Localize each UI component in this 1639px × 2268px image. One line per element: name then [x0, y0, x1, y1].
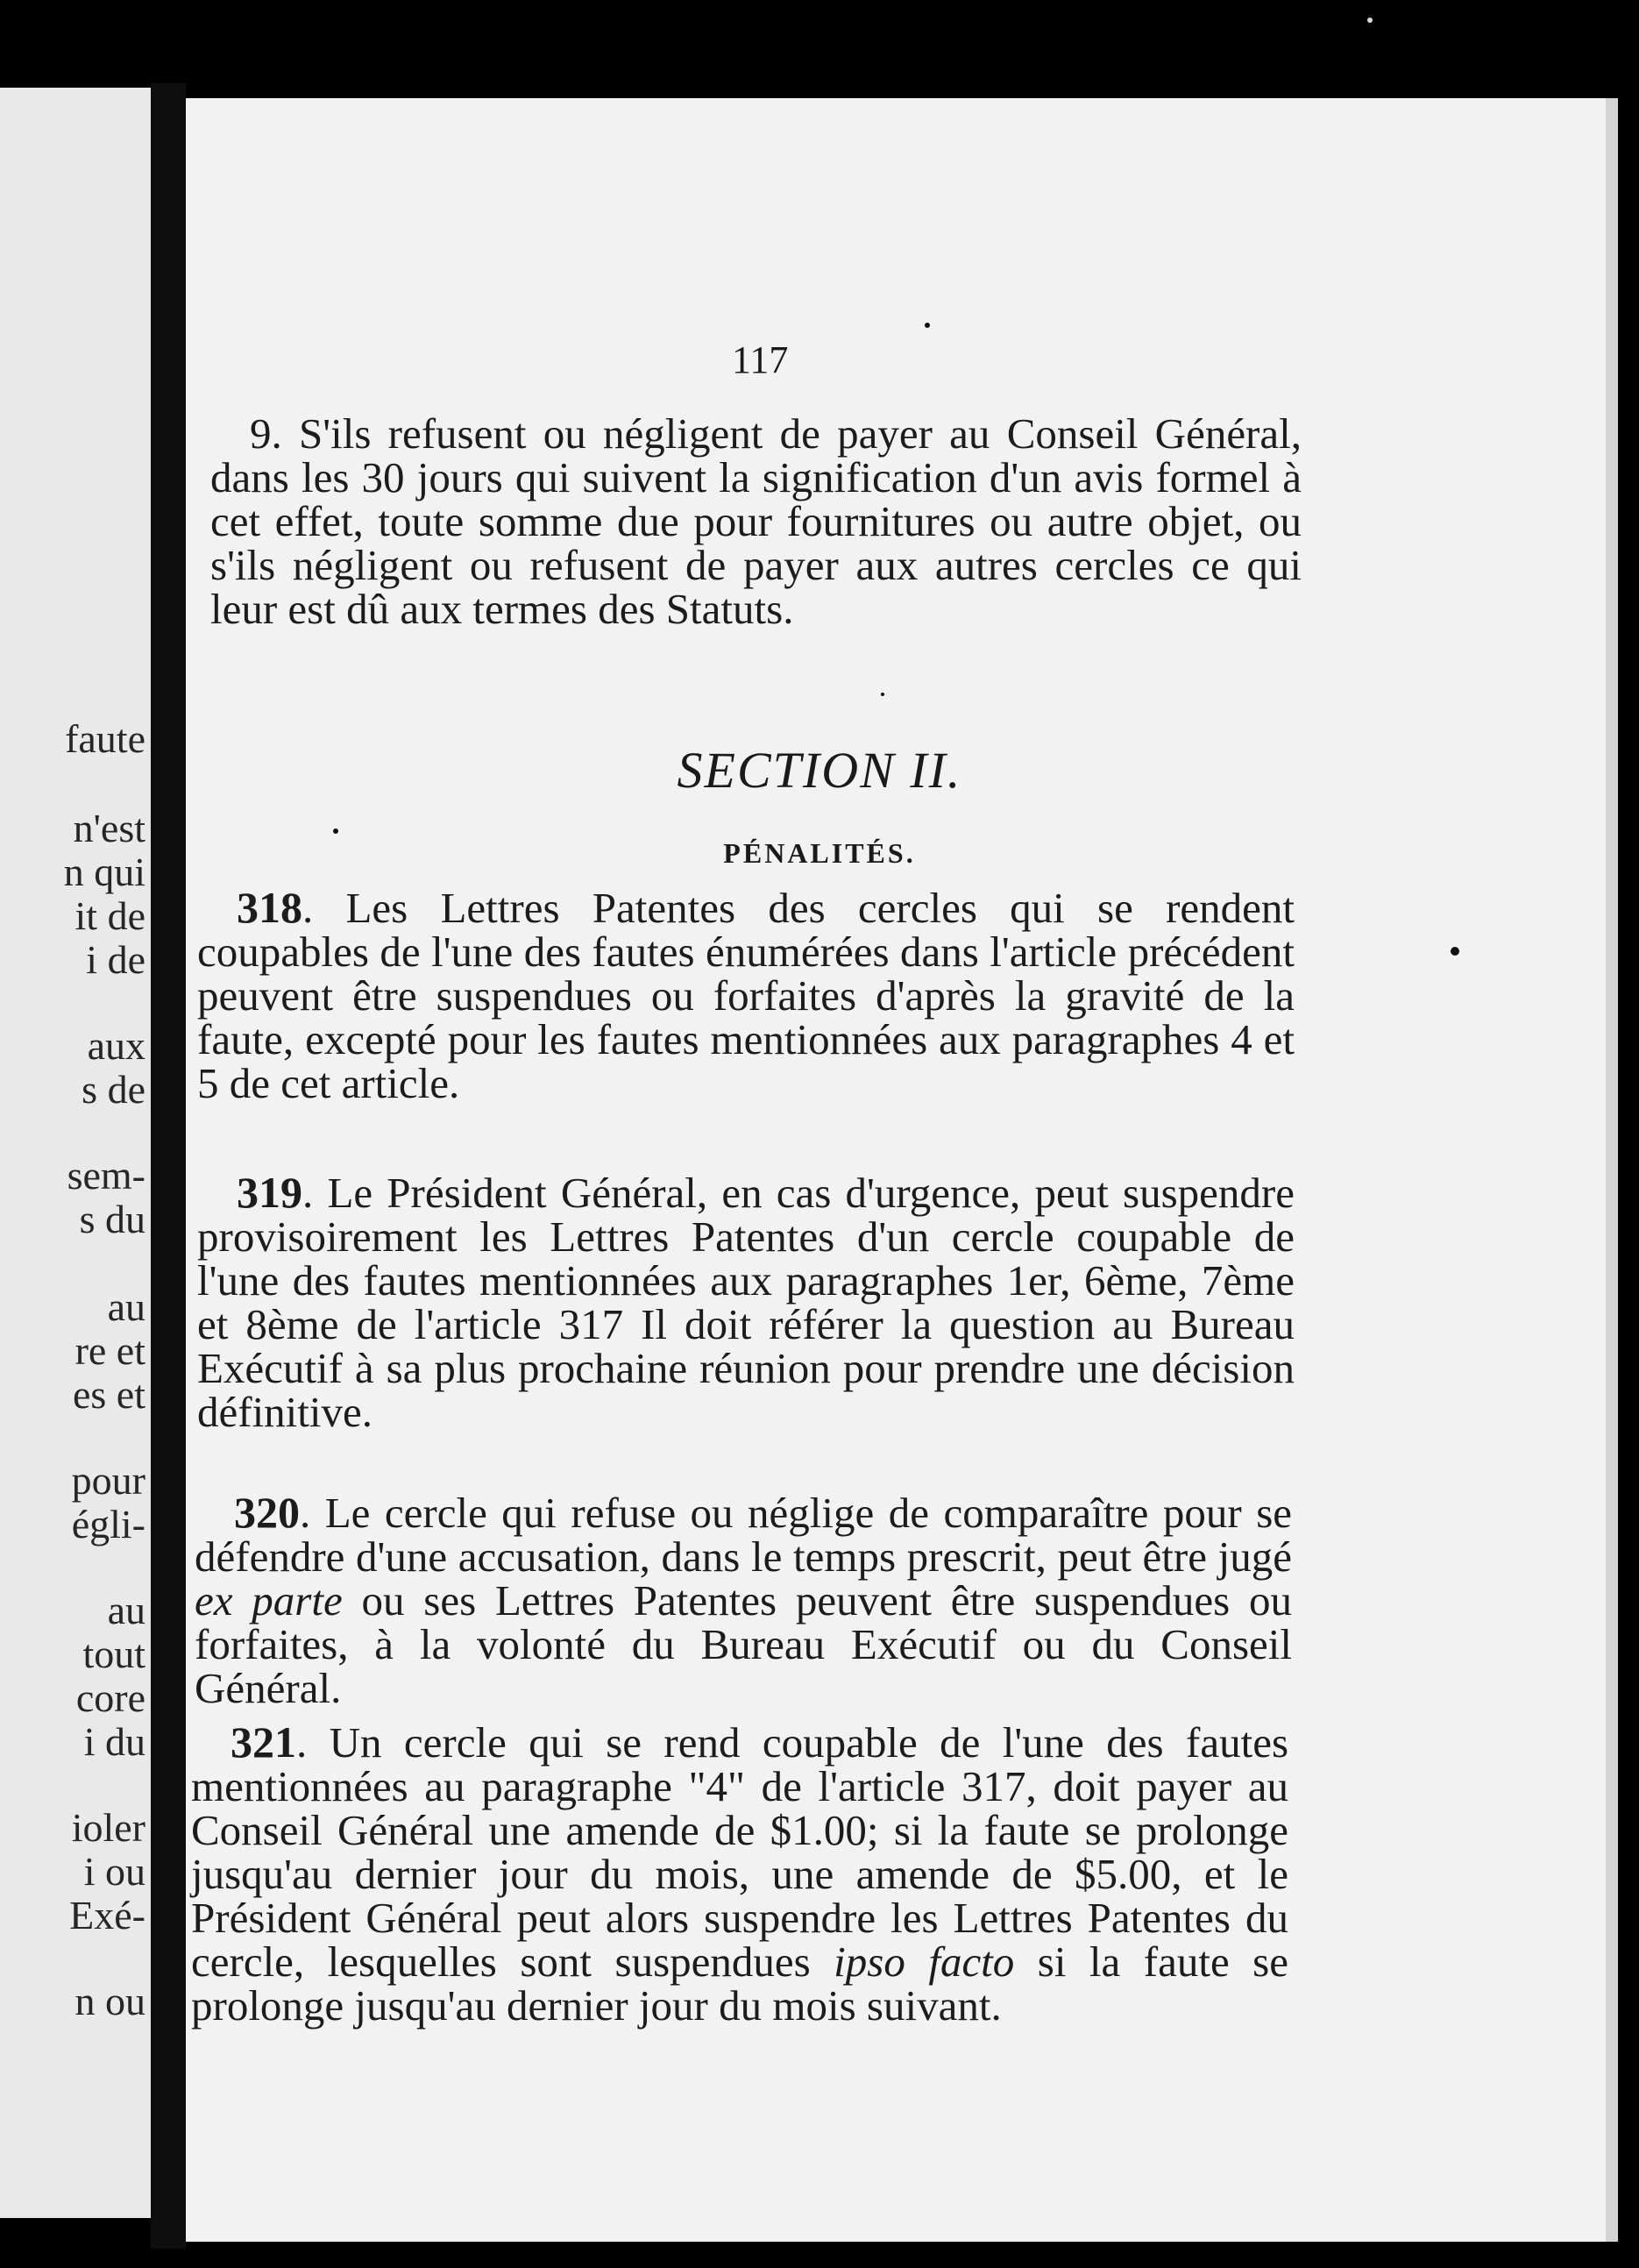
- left-page-line: re et: [74, 1328, 145, 1373]
- scan-speck: [881, 693, 884, 696]
- left-page-line: ioler: [71, 1805, 145, 1850]
- article-text: Les Lettres Patentes des cercles qui se rendent coupables de l'une des fautes énumérées dans l'article précédent peuvent être suspendues ou forfaites d'après la gravité de la faute, excepté pour les fautes mentionnées aux paragraphes 4 et 5 de cet article.: [197, 884, 1295, 1107]
- article-number: 318: [237, 883, 302, 932]
- book-binding-gutter: [151, 83, 186, 2249]
- article-318: 318. Les Lettres Patentes des cercles qui se rendent coupables de l'une des fautes énumérées dans l'article précédent peuvent être suspendues ou forfaites d'après la gravité de la faute, excepté pour les fautes mentionnées aux paragraphes 4 et 5 de cet article.: [197, 883, 1295, 1107]
- scan-speck: [333, 828, 338, 834]
- left-page-line: i ou: [83, 1849, 145, 1894]
- left-page-line: s de: [82, 1067, 145, 1112]
- article-text-part: Le cercle qui refuse ou néglige de comparaître pour se défendre d'une accusation, dans le temps prescrit, peut être jugé: [195, 1489, 1293, 1581]
- article-italic-term: ipso facto: [834, 1937, 1015, 1986]
- section-subtitle: PÉNALITÉS.: [723, 837, 916, 869]
- left-page-line: Exé-: [69, 1893, 145, 1937]
- left-page-line: au: [107, 1588, 145, 1632]
- left-page-line: n qui: [63, 850, 145, 894]
- left-page-line: aux: [87, 1023, 145, 1068]
- article-319: 319. Le Président Général, en cas d'urgence, peut suspendre provisoirement les Lettres Patentes d'un cercle coupable de l'une des fautes mentionnées aux paragraphes 1er, 6ème, 7ème et 8ème de l'article 317 Il doit référer la question au Bureau Exécutif à sa plus prochaine réunion pour prendre une décision définitive.: [197, 1168, 1295, 1436]
- article-320: 320. Le cercle qui refuse ou néglige de comparaître pour se défendre d'une accusation, dans le temps prescrit, peut être jugé ex parte ou ses Lettres Patentes peuvent être suspendues ou forfaites, à la volonté du Bureau Exécutif ou du Conseil Général.: [195, 1488, 1293, 1712]
- left-page-line: it de: [74, 893, 145, 938]
- left-page-line: faute: [65, 716, 145, 761]
- paragraph-item-9: [210, 409, 1302, 633]
- scan-speck: [1451, 947, 1459, 956]
- article-number: 320: [234, 1488, 300, 1537]
- article-number: 321: [231, 1717, 296, 1767]
- left-page-line: es et: [72, 1372, 145, 1417]
- left-page-line: pour: [71, 1458, 145, 1503]
- left-page-line: i de: [86, 937, 145, 982]
- left-page-line: sem-: [67, 1153, 145, 1198]
- scan-speck: [1367, 18, 1373, 23]
- left-page-line: s du: [79, 1197, 145, 1241]
- left-page-line: égli-: [71, 1502, 145, 1546]
- article-number: 319: [237, 1168, 302, 1217]
- section-title: SECTION II.: [677, 742, 962, 799]
- article-text-part: si la faute se prolonge jusqu'au dernier jour du mois suivant.: [191, 1937, 1288, 2030]
- left-page-line: au: [107, 1284, 145, 1329]
- article-321: 321. Un cercle qui se rend coupable de l'une des fautes mentionnées au paragraphe "4" de l'article 317, doit payer au Conseil Général une amende de $1.00; si la faute se prolonge jusqu'au dernier jour du mois, une amende de $5.00, et le Président Général peut alors suspendre les Lettres Patentes du cercle, lesquelles sont suspendues ipso facto si la faute se prolonge jusqu'au dernier jour du mois suivant.: [191, 1717, 1289, 2030]
- left-page-line: core: [75, 1675, 145, 1720]
- left-page-line: n ou: [74, 1979, 145, 2023]
- adjacent-page-fragment: [0, 88, 151, 2218]
- left-page-line: i du: [83, 1719, 145, 1764]
- scan-speck: [925, 323, 930, 328]
- left-page-line: n'est: [73, 806, 145, 850]
- page-number: 117: [732, 338, 789, 381]
- left-page-line: tout: [82, 1632, 145, 1676]
- article-text-part: Un cercle qui se rend coupable de l'une des fautes mentionnées au paragraphe "4" de l'article 317, doit payer au Conseil Général une amende de $1.00; si la faute se prolonge jusqu'au dernier jour du mois, une amende de $5.00, et le Président Général peut alors suspendre les Lettres Patentes du cercle, lesquelles sont suspendues: [191, 1718, 1289, 1986]
- article-text-part: ou ses Lettres Patentes peuvent être suspendues ou forfaites, à la volonté du Bureau Exécutif ou du Conseil Général.: [195, 1576, 1292, 1712]
- article-text: Le Président Général, en cas d'urgence, peut suspendre provisoirement les Lettres Patentes d'un cercle coupable de l'une des fautes mentionnées aux paragraphes 1er, 6ème, 7ème et 8ème de l'article 317 Il doit référer la question au Bureau Exécutif à sa plus prochaine réunion pour prendre une décision définitive.: [197, 1169, 1295, 1436]
- paragraph-text: 9. S'ils refusent ou négligent de payer au Conseil Général, dans les 30 jours qui suivent la signification d'un avis formel à cet effet, toute somme due pour fournitures ou autre objet, ou s'ils négligent ou refusent de payer aux autres cercles ce qui leur est dû aux termes des Statuts.: [210, 409, 1302, 633]
- article-italic-term: ex parte: [195, 1576, 343, 1625]
